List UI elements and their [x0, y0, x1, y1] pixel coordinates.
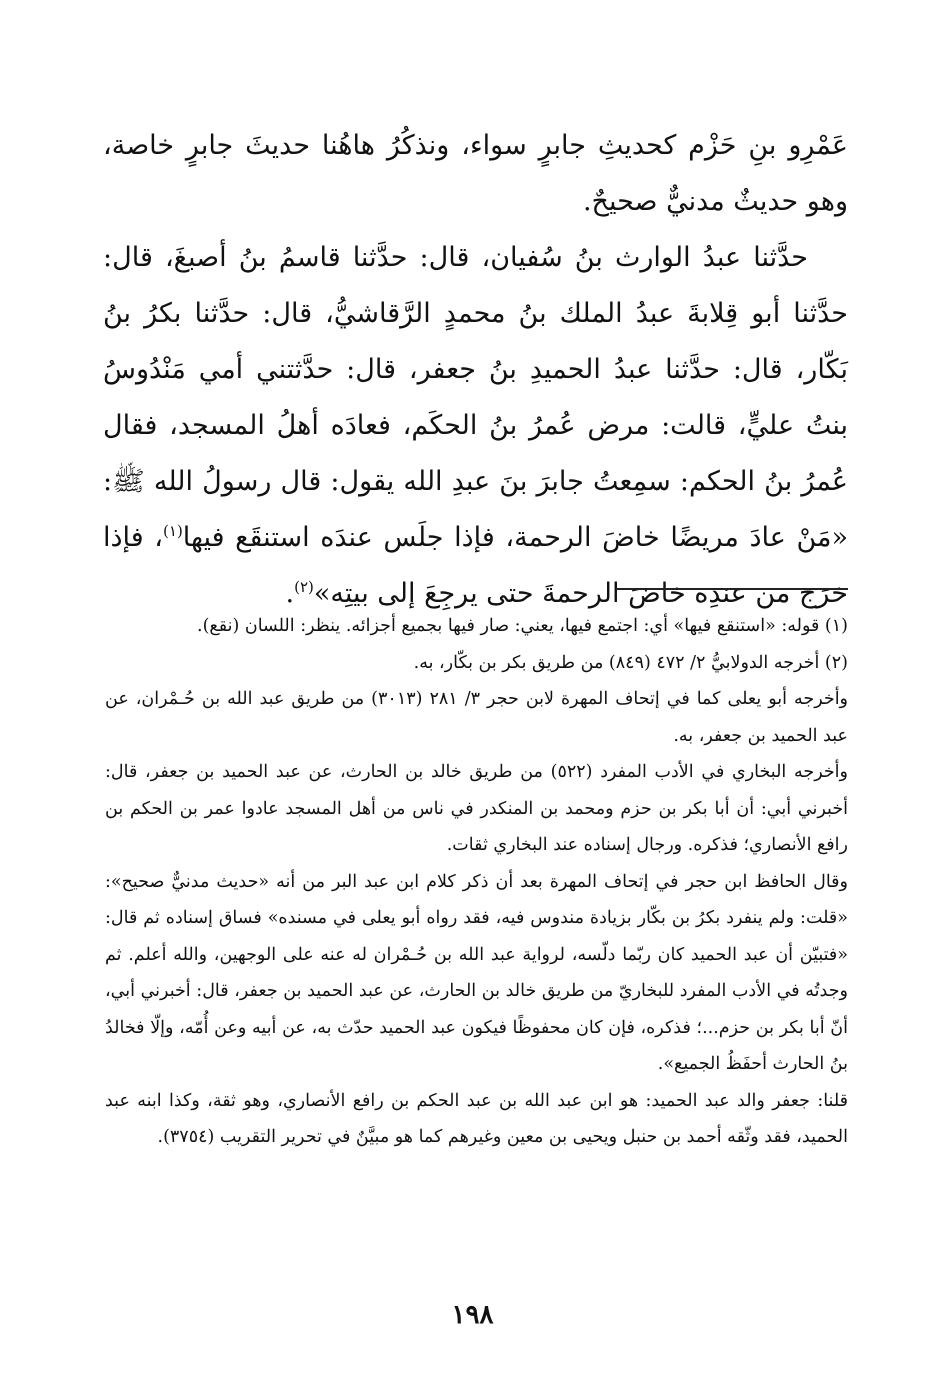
footnote-ref-1[interactable]: (١)	[163, 522, 183, 540]
footnote-2: (٢) أخرجه الدولابيُّ ٢/ ٤٧٢ (٨٤٩) من طريق بكر بن بكّار، به.	[413, 652, 848, 673]
footnote-2-conclusion: قلنا: جعفر والد عبد الحميد: هو ابن عبد الله بن عبد الحكم بن رافع الأنصاري، وهو ثقة، وكذا ابنه عبد الحميد، فقد وثّقه أحمد بن حنبل ويحيى بن معين وغيرهم كما هو مبيَّنٌ في تحرير التقريب (٣٧٥٤).	[105, 1090, 848, 1147]
footnote-2-bukhari: وأخرجه البخاري في الأدب المفرد (٥٢٢) من طريق خالد بن الحارث، عن عبد الحميد بن جعفر، قال: أخبرني أبي: أن أبا بكر بن حزم ومحمد بن المنكدر في ناس من أهل المسجد عادوا عمر بن الحكم بن رافع الأنصاري؛ فذكره. ورجال إسناده عند البخاري ثقات.	[105, 762, 848, 855]
body-paragraph-1: عَمْرِو بنِ حَزْم كحديثِ جابرٍ سواء، ونذكُرُ هاهُنا حديثَ جابرٍ خاصة، وهو حديثٌ مدنيٌّ صحيحٌ.	[103, 130, 848, 217]
body-paragraph-2	[103, 230, 848, 622]
main-text	[103, 118, 848, 622]
hadith-text: حدَّثنا عبدُ الوارث بنُ سُفيان، قال: حدَّثنا قاسمُ بنُ أصبغَ، قال: حدَّثنا أبو قِلابةَ عبدُ الملك بنُ محمدٍ الرَّقاشيُّ، قال: حدَّثنا بكرُ بنُ بَكّار، قال: حدَّثنا عبدُ الحميدِ بنُ جعفر، قال: حدَّثتني أمي مَنْدُوسُ بنتُ عليٍّ، قالت: مرض عُمرُ بنُ الحكَم، فعادَه أهلُ المسجد، فقال عُمرُ بنُ الحكم: سمِعتُ جابرَ بنَ عبدِ الله يقول: قال رسولُ الله ﷺ: «مَنْ عادَ مريضًا خاضَ الرحمة، فإذا جلَس عندَه استنقَع فيها	[103, 242, 848, 553]
page-number: ١٩٨	[451, 1300, 494, 1330]
footnote-2-ibn-hajar: وقال الحافظ ابن حجر في إتحاف المهرة بعد أن ذكر كلام ابن عبد البر من أنه «حديث مدنيٌّ صحيح»: «قلت: ولم ينفرد بكرُ بن بكّار بزيادة مندوس فيه، فقد رواه أبو يعلى في مسنده» فساق إسناده ثم قال: «فتبيّن أن عبد الحميد كان ربّما دلّسه، لرواية عبد الله بن حُـمْران له عنه على الوجهين، والله أعلم. ثم وجدتُه في الأدب المفرد للبخاريّ من طريق خالد بن الحارث، عن عبد الحميد بن جعفر، قال: أخبرني أبي، أنّ أبا بكر بن حزم...؛ فذكره، فإن كان محفوظًا فيكون عبد الحميد حدّث به، عن أبيه وعن أُمّه، وإلّا فخالدُ بنُ الحارث أحفَظُ الجميع».	[105, 871, 848, 1074]
hadith-text-continued: ، فإذا خرَج من عندِه خاضَ الرحمةَ حتى يرجِعَ إلى بيتِه»	[103, 522, 848, 609]
footnote-2-abu-yala: وأخرجه أبو يعلى كما في إتحاف المهرة لابن حجر ٣/ ٢٨١ (٣٠١٣) من طريق عبد الله بن حُـمْران، عن عبد الحميد بن جعفر، به.	[105, 689, 849, 746]
hadith-text-end: .	[285, 578, 295, 609]
footnote-1: (١) قوله: «استنقع فيها» أي: اجتمع فيها، يعني: صار فيها بجميع أجزائه. ينظر: اللسان (نقع).	[197, 616, 848, 636]
footnote-ref-2[interactable]: (٢)	[294, 578, 314, 596]
footnote-separator	[616, 588, 848, 590]
footnotes	[105, 608, 848, 1156]
